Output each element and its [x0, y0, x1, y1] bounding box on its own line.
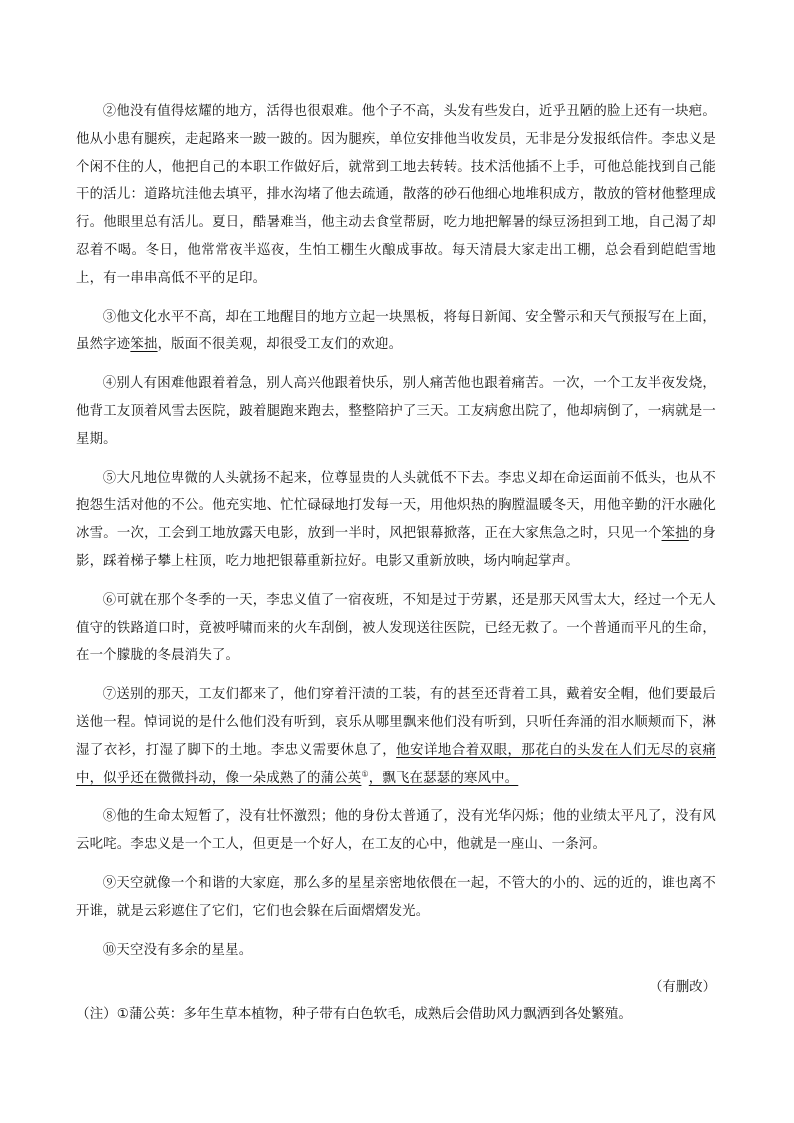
paragraph-text: ，版面不很美观，却很受工友们的欢迎。 — [157, 337, 403, 353]
paragraph-text: ③他文化水平不高，却在工地醒目的地方立起一块黑板，将每日新闻、安全警示和天气预报写在上面，虽然字迹 — [76, 309, 716, 353]
paragraph — [76, 681, 716, 792]
paragraph — [76, 937, 716, 965]
paragraph-text: ⑤大凡地位卑微的人头就扬不起来，位尊显贵的人头就低不下去。李忠义却在命运面前不低头，也从不抱怨生活对他的不公。他充实地、忙忙碌碌地打发每一天，用他炽热的胸膛温暖冬天，用他辛勤的汗水融化冰雪。一次，工会到工地放露天电影，放到一半时，风把银幕掀落，正在大家焦急之时，只见一个 — [76, 470, 716, 542]
paragraph — [76, 587, 716, 670]
paragraph-text: ②他没有值得炫耀的地方，活得也很艰难。他个子不高，头发有些发白，近乎丑陋的脸上还有一块疤。他从小患有腿疾，走起路来一跛一跛的。因为腿疾，单位安排他当收发员，无非是分发报纸信件。李忠义是个闲不住的人，他把自己的本职工作做好后，就常到工地去转转。技术活他插不上手，可他总能找到自己能干的活儿：道路坑洼他去填平，排水沟堵了他去疏通，散落的砂石他细心地堆积成方，散放的管材他整理成行。他眼里总有活儿。夏日，酷暑难当，他主动去食堂帮厨，吃力地把解暑的绿豆汤担到工地，自己渴了却忍着不喝。冬日，他常常夜半巡夜，生怕工棚生火酿成事故。每天清晨大家走出工棚，总会看到皑皑雪地上，有一串串高低不平的足印。 — [76, 104, 716, 286]
paragraph-text: ⑦送别的那天，工友们都来了，他们穿着汗渍的工装，有的甚至还背着工具，戴着安全帽，他们要最后送他一程。悼词说的是什么他们没有听到，哀乐从哪里飘来他们没有听到，只听任奔涌的泪水顺颊而下，淋湿了衣衫，打湿了脚下的土地。李忠义需要休息了， — [76, 687, 716, 758]
paragraph — [76, 304, 716, 360]
paragraph — [76, 98, 716, 293]
paragraph — [76, 870, 716, 926]
underlined-text: 笨拙 — [130, 337, 158, 353]
article-body — [76, 98, 716, 1027]
paragraph-text: ④别人有困难他跟着着急，别人高兴他跟着快乐，别人痛苦他也跟着痛苦。一次，一个工友半夜发烧，他背工友顶着风雪去医院，跛着腿跑来跑去，整整陪护了三天。工友病愈出院了，他却病倒了，一病就是一星期。 — [76, 376, 716, 447]
paragraph — [76, 370, 716, 453]
underlined-text: 他安详地合着双眼，那花白的头发在人们无尽的哀痛中，似乎还在微微抖动，像一朵成熟了的蒲公英 — [76, 742, 716, 786]
paragraph-list — [76, 98, 716, 964]
underlined-text: 笨拙 — [661, 526, 689, 542]
paragraph — [76, 465, 716, 576]
paragraph-text: 的身影，踩着梯子攀上柱顶，吃力地把银幕重新拉好。电影又重新放映，场内响起掌声。 — [76, 526, 716, 569]
paragraph-text: ⑥可就在那个冬季的一天，李忠义值了一宿夜班，不知是过于劳累，还是那天风雪太大，经过一个无人值守的铁路道口时，竟被呼啸而来的火车刮倒，被人发现送往医院，已经无救了。一个普通而平凡的生命，在一个朦胧的冬晨消失了。 — [76, 592, 716, 664]
paragraph — [76, 803, 716, 859]
footnote: （注）①蒲公英：多年生草本植物，种子带有白色软毛，成熟后会借助风力飘洒到各处繁殖。 — [76, 1006, 632, 1023]
paragraph-text: ⑨天空就像一个和谐的大家庭，那么多的星星亲密地依偎在一起，不管大的小的、远的近的，谁也离不开谁，就是云彩遮住了它们，它们也会躲在后面熠熠发光。 — [76, 875, 716, 919]
underlined-text: ，飘飞在瑟瑟的寒风中。 — [368, 770, 519, 786]
source-note: （有删改） — [649, 980, 716, 996]
paragraph-text: ⑧他的生命太短暂了，没有壮怀激烈；他的身份太普通了，没有光华闪烁；他的业绩太平凡了，没有风云叱咤。李忠义是一个工人，但更是一个好人，在工友的心中，他就是一座山、一条河。 — [76, 809, 716, 853]
paragraph-text: ⑩天空没有多余的星星。 — [102, 942, 253, 958]
footnote-marker: ① — [361, 769, 369, 779]
